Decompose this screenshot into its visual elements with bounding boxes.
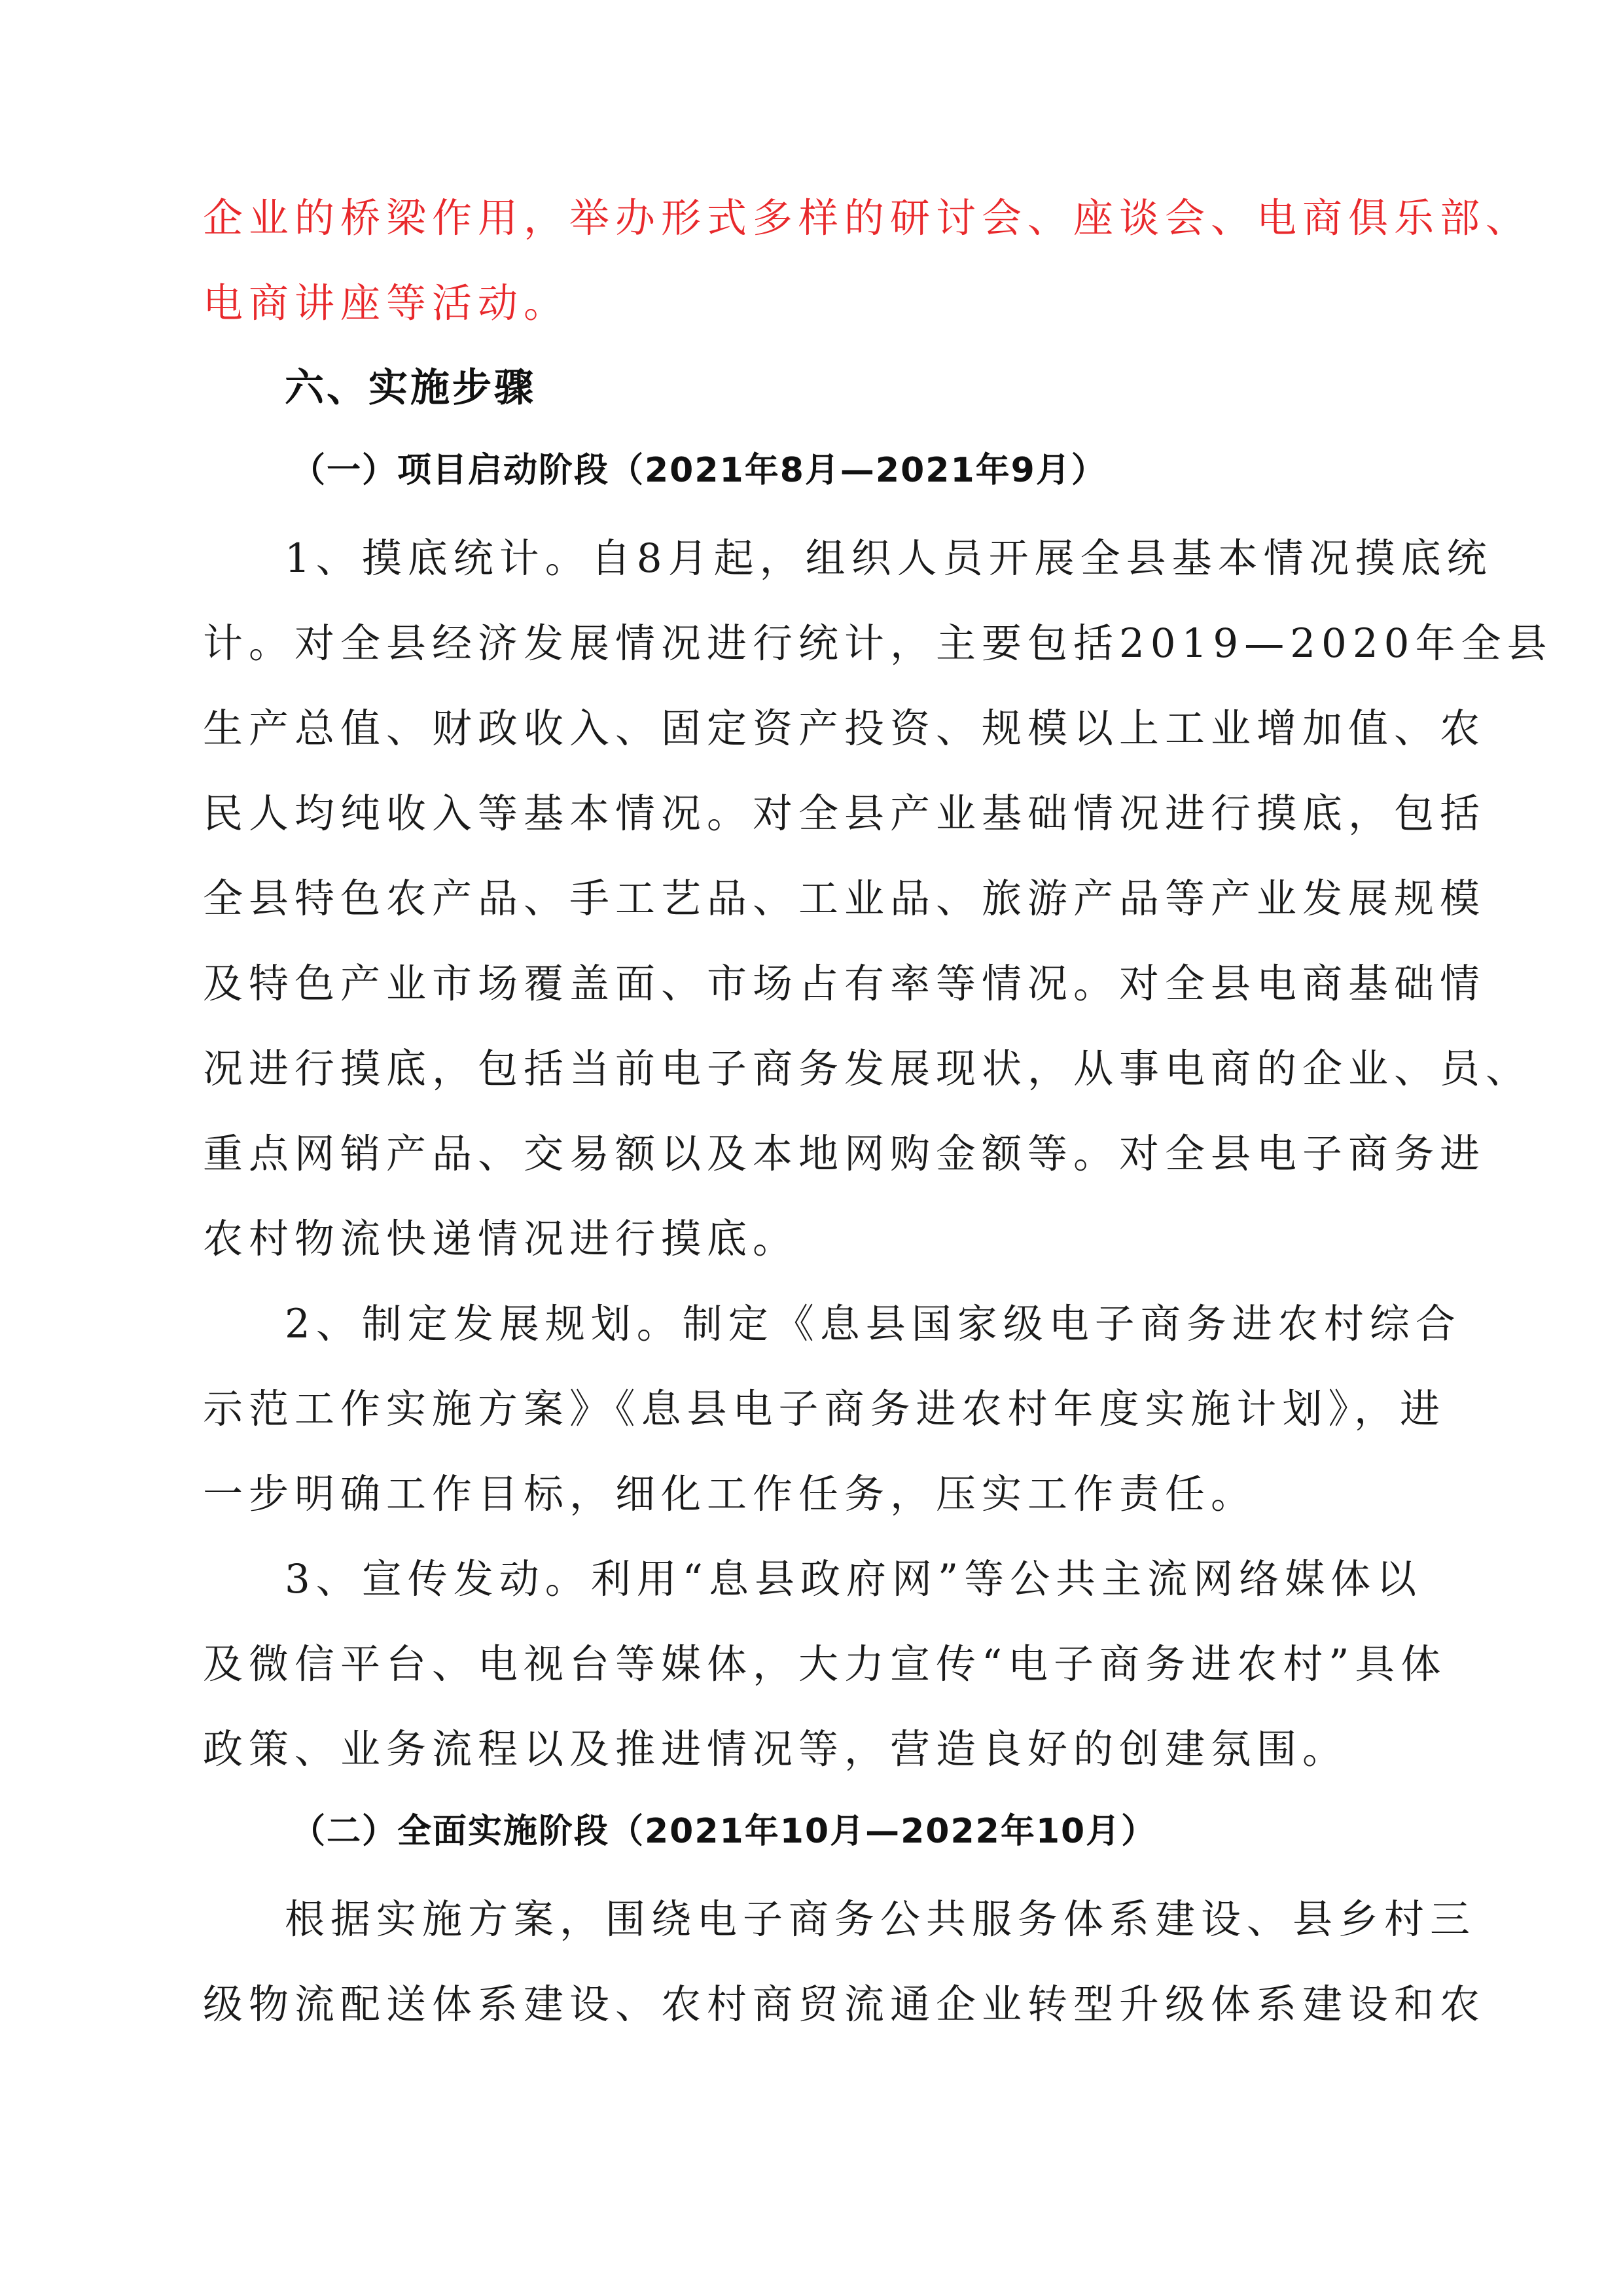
paragraph-line: 企业的桥梁作用，举办形式多样的研讨会、座谈会、电商俱乐部、 <box>203 195 1532 241</box>
paragraph-line: 3、宣传发动。利用“息县政府网”等公共主流网络媒体以 <box>285 1556 1423 1602</box>
paragraph-line: 级物流配送体系建设、农村商贸流通企业转型升级体系建设和农 <box>203 1981 1486 2028</box>
paragraph-line: 政策、业务流程以及推进情况等，营造良好的创建氛围。 <box>203 1726 1349 1773</box>
paragraph-line: 及微信平台、电视台等媒体，大力宣传“电子商务进农村”具体 <box>203 1641 1447 1687</box>
paragraph-line: 民人均纯收入等基本情况。对全县产业基础情况进行摸底，包括 <box>203 790 1486 837</box>
paragraph-line: 及特色产业市场覆盖面、市场占有率等情况。对全县电商基础情 <box>203 961 1486 1007</box>
paragraph-line: 计。对全县经济发展情况进行统计，主要包括2019—2020年全县 <box>203 620 1553 667</box>
paragraph-line: 农村物流快递情况进行摸底。 <box>203 1216 799 1262</box>
paragraph-line: 生产总值、财政收入、固定资产投资、规模以上工业增加值、农 <box>203 705 1486 752</box>
paragraph-line: 重点网销产品、交易额以及本地网购金额等。对全县电子商务进 <box>203 1131 1486 1177</box>
phase-heading: （二）全面实施阶段（2021年10月—2022年10月） <box>291 1812 1157 1851</box>
paragraph-line: 2、制定发展规划。制定《息县国家级电子商务进农村综合 <box>285 1301 1461 1347</box>
paragraph-line: 根据实施方案，围绕电子商务公共服务体系建设、县乡村三 <box>285 1896 1476 1943</box>
paragraph-line: 一步明确工作目标，细化工作任务，压实工作责任。 <box>203 1471 1257 1517</box>
paragraph-line: 电商讲座等活动。 <box>203 280 570 327</box>
paragraph-line: 1、摸底统计。自8月起，组织人员开展全县基本情况摸底统 <box>285 535 1493 582</box>
paragraph-line: 全县特色农产品、手工艺品、工业品、旅游产品等产业发展规模 <box>203 875 1486 922</box>
paragraph-line: 示范工作实施方案》《息县电子商务进农村年度实施计划》，进 <box>203 1386 1446 1432</box>
paragraph-line: 况进行摸底，包括当前电子商务发展现状，从事电商的企业、员、 <box>203 1046 1532 1092</box>
section-heading: 六、实施步骤 <box>285 365 536 411</box>
phase-heading: （一）项目启动阶段（2021年8月—2021年9月） <box>291 451 1107 490</box>
